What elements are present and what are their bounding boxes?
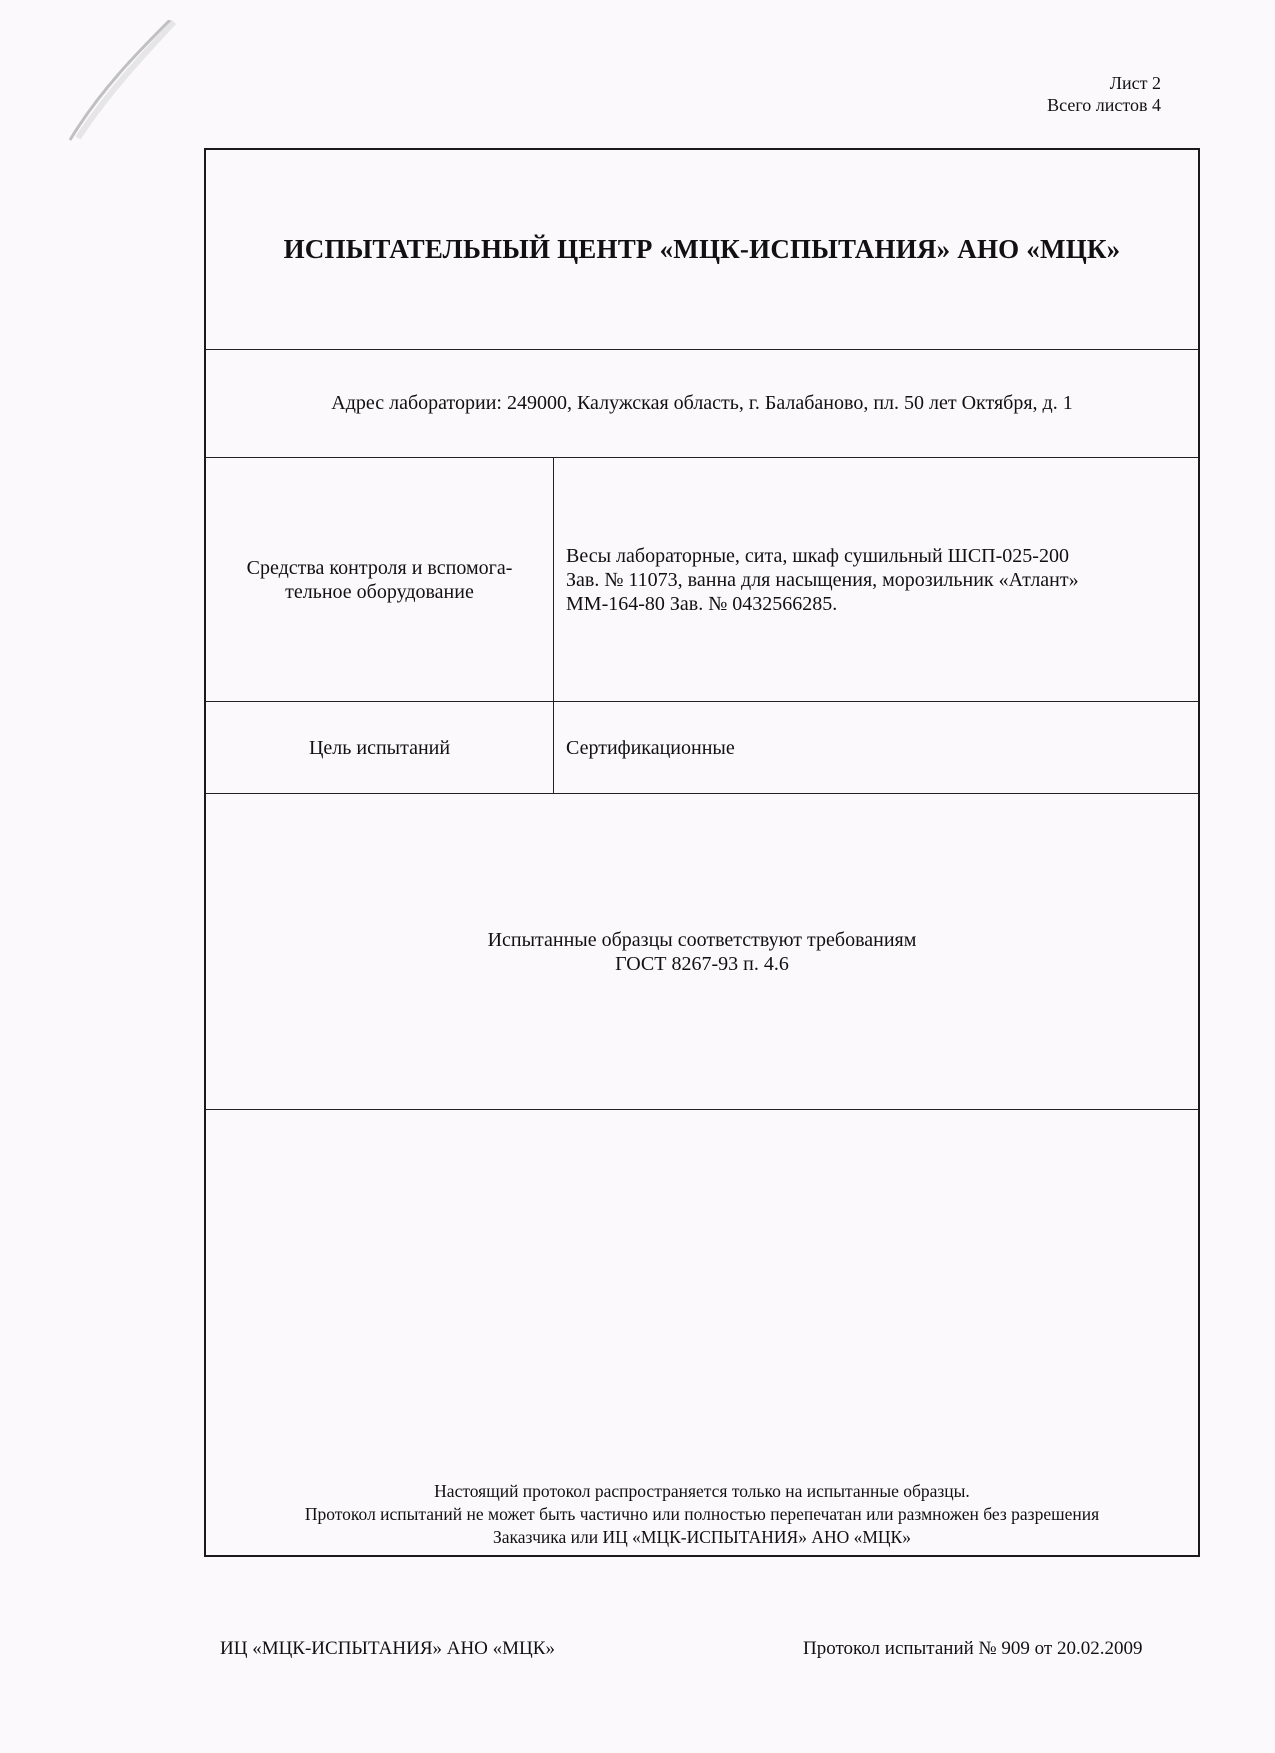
conclusion-line: ГОСТ 8267-93 п. 4.6 xyxy=(615,952,789,975)
equipment-label-line: Средства контроля и вспомога- xyxy=(246,556,513,579)
sheet-number: Лист 2 xyxy=(1109,73,1161,93)
equipment-value-line: Зав. № 11073, ванна для насыщения, морозильник «Атлант» xyxy=(566,569,1079,591)
purpose-value-text: Сертификационные xyxy=(566,736,735,759)
notice-line: Протокол испытаний не может быть частично или полностью перепечатан или размножен без разрешения xyxy=(304,1504,1100,1524)
equipment-label xyxy=(206,458,554,701)
notice xyxy=(206,1480,1198,1549)
sheet-total: Всего листов 4 xyxy=(1047,95,1161,115)
title-row xyxy=(206,150,1198,350)
paper-fold-mark xyxy=(60,20,180,150)
sheet-info xyxy=(1047,72,1161,116)
equipment-value xyxy=(554,458,1198,701)
notice-line: Заказчика или ИЦ «МЦК-ИСПЫТАНИЯ» АНО «МЦК» xyxy=(493,1527,911,1547)
footer-protocol-number: Протокол испытаний № 909 от 20.02.2009 xyxy=(803,1638,1143,1659)
equipment-label-line: тельное оборудование xyxy=(285,580,474,603)
conclusion-line: Испытанные образцы соответствуют требованиям xyxy=(487,928,917,951)
equipment-value-line: Весы лабораторные, сита, шкаф сушильный ШСП-025-200 xyxy=(566,545,1069,567)
protocol-frame xyxy=(204,148,1200,1557)
footer-organization: ИЦ «МЦК-ИСПЫТАНИЯ» АНО «МЦК» xyxy=(220,1638,555,1659)
purpose-row xyxy=(206,702,1198,794)
equipment-row xyxy=(206,458,1198,702)
page-title: ИСПЫТАТЕЛЬНЫЙ ЦЕНТР «МЦК-ИСПЫТАНИЯ» АНО «МЦК» xyxy=(283,234,1121,264)
conclusion-row xyxy=(206,794,1198,1110)
notice-row xyxy=(206,1110,1198,1555)
equipment-value-line: ММ-164-80 Зав. № 0432566285. xyxy=(566,593,838,615)
purpose-label: Цель испытаний xyxy=(206,702,554,793)
address-row xyxy=(206,350,1198,458)
lab-address: Адрес лаборатории: 249000, Калужская область, г. Балабаново, пл. 50 лет Октября, д. 1 xyxy=(331,392,1073,414)
purpose-value xyxy=(554,702,1198,793)
notice-line: Настоящий протокол распространяется только на испытанные образцы. xyxy=(434,1481,970,1501)
